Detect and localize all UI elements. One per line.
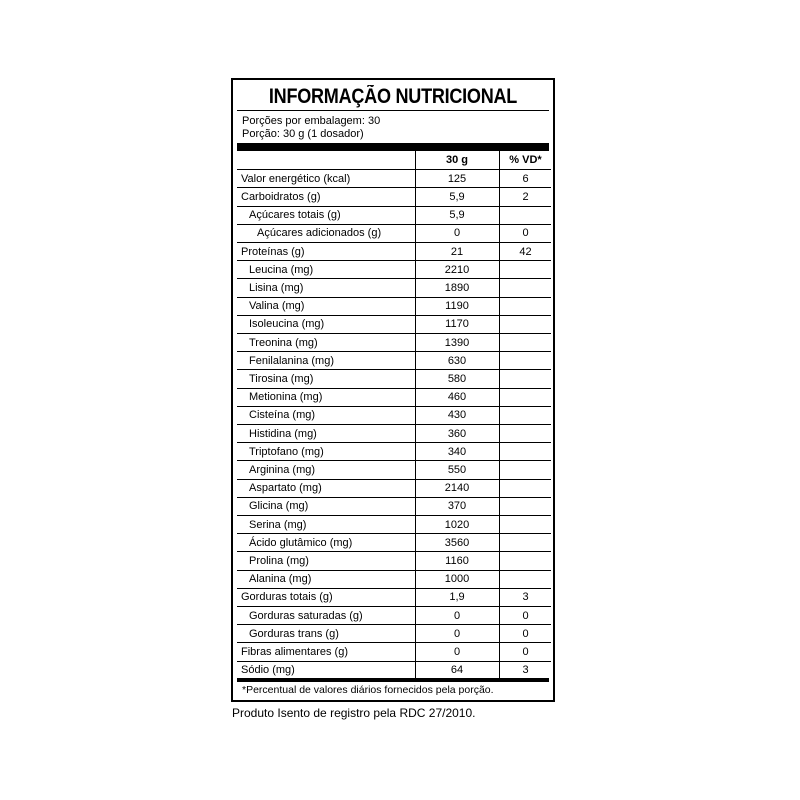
- column-header-amount: 30 g: [445, 154, 468, 166]
- nutrient-daily-value: [500, 334, 551, 352]
- nutrient-amount: 3560: [444, 536, 470, 549]
- nutrient-amount: 1020: [444, 518, 470, 531]
- nutrient-amount: 2210: [444, 263, 470, 276]
- nutrient-daily-value: 0: [522, 227, 529, 240]
- header-divider: [237, 143, 549, 151]
- nutrient-daily-value: [500, 497, 551, 515]
- nutrient-label: Triptofano (mg): [249, 445, 324, 458]
- nutrient-daily-value: [500, 552, 551, 570]
- nutrition-title: INFORMAÇÃO NUTRICIONAL: [268, 85, 518, 108]
- nutrient-amount: 550: [447, 463, 467, 476]
- footnote: *Percentual de valores diários fornecidos pela porção.: [242, 684, 494, 696]
- nutrient-amount: 1,9: [449, 591, 465, 604]
- nutrient-daily-value: [500, 570, 551, 588]
- nutrient-amount: 430: [447, 409, 467, 422]
- nutrient-daily-value: [500, 406, 551, 424]
- nutrient-daily-value: 6: [522, 172, 529, 185]
- footnote-divider: [237, 678, 549, 682]
- servings-per-package: Porções por embalagem: 30: [242, 115, 381, 127]
- nutrient-daily-value: 3: [522, 664, 529, 677]
- nutrient-label: Lisina (mg): [249, 281, 304, 294]
- nutrient-label: Leucina (mg): [249, 263, 314, 276]
- nutrient-label: Gorduras trans (g): [249, 627, 339, 640]
- nutrient-label: Histidina (mg): [249, 427, 317, 440]
- nutrient-label: Valor energético (kcal): [241, 172, 351, 185]
- nutrition-table: [237, 151, 551, 678]
- nutrient-label: Isoleucina (mg): [249, 318, 325, 331]
- nutrient-label: Proteínas (g): [241, 245, 305, 258]
- nutrient-label: Açúcares totais (g): [249, 209, 341, 222]
- nutrient-label: Valina (mg): [249, 300, 305, 313]
- nutrient-amount: 340: [447, 445, 467, 458]
- nutrient-amount: 21: [450, 245, 464, 258]
- nutrient-amount: 0: [453, 227, 461, 240]
- nutrient-daily-value: [500, 279, 551, 297]
- nutrient-amount: 0: [453, 645, 461, 658]
- nutrient-label: Glicina (mg): [249, 500, 309, 513]
- column-header-dv: % VD*: [509, 154, 542, 166]
- nutrient-label: Fibras alimentares (g): [241, 645, 348, 658]
- nutrient-daily-value: 3: [522, 591, 529, 604]
- nutrient-amount: 1390: [444, 336, 470, 349]
- nutrient-amount: 1000: [444, 573, 470, 586]
- nutrition-facts-panel: [231, 78, 555, 702]
- nutrient-amount: 630: [447, 354, 467, 367]
- nutrient-amount: 580: [447, 372, 467, 385]
- nutrient-label: Serina (mg): [249, 518, 307, 531]
- nutrient-label: Carboidratos (g): [241, 190, 321, 203]
- nutrient-amount: 460: [447, 391, 467, 404]
- nutrient-daily-value: [500, 370, 551, 388]
- registration-exemption: Produto Isento de registro pela RDC 27/2010.: [232, 706, 476, 720]
- nutrient-daily-value: [500, 443, 551, 461]
- nutrient-daily-value: [500, 297, 551, 315]
- nutrient-daily-value: [500, 516, 551, 534]
- nutrient-daily-value: [500, 206, 551, 224]
- nutrient-daily-value: [500, 352, 551, 370]
- nutrient-label: Arginina (mg): [249, 463, 316, 476]
- nutrient-label: Alanina (mg): [249, 573, 312, 586]
- nutrient-daily-value: [500, 261, 551, 279]
- serving-size: Porção: 30 g (1 dosador): [242, 128, 364, 140]
- nutrient-amount: 5,9: [449, 209, 465, 222]
- nutrient-label: Tirosina (mg): [249, 372, 314, 385]
- nutrient-amount: 360: [447, 427, 467, 440]
- nutrient-label: Treonina (mg): [249, 336, 318, 349]
- nutrient-daily-value: 2: [522, 190, 529, 203]
- nutrient-label: Gorduras saturadas (g): [249, 609, 363, 622]
- nutrient-daily-value: 0: [522, 627, 529, 640]
- nutrient-daily-value: [500, 534, 551, 552]
- nutrient-amount: 1190: [445, 300, 469, 313]
- nutrient-daily-value: [500, 425, 551, 443]
- title-divider: [237, 110, 549, 111]
- nutrient-amount: 0: [453, 609, 461, 622]
- nutrient-label: Aspartato (mg): [249, 482, 322, 495]
- nutrient-label: Prolina (mg): [249, 554, 309, 567]
- nutrient-amount: 1170: [445, 318, 469, 331]
- nutrient-daily-value: [500, 315, 551, 333]
- nutrient-amount: 370: [447, 500, 467, 513]
- nutrient-amount: 125: [447, 172, 467, 185]
- nutrient-daily-value: 0: [522, 645, 529, 658]
- nutrient-amount: 0: [453, 627, 461, 640]
- nutrient-daily-value: 0: [522, 609, 529, 622]
- nutrient-daily-value: 42: [519, 245, 532, 258]
- nutrient-amount: 1160: [445, 554, 469, 567]
- nutrient-label: Cisteína (mg): [249, 409, 316, 422]
- nutrient-label: Gorduras totais (g): [241, 591, 333, 604]
- nutrient-daily-value: [500, 479, 551, 497]
- nutrient-label: Ácido glutâmico (mg): [249, 536, 353, 549]
- nutrient-amount: 2140: [444, 482, 470, 495]
- nutrient-daily-value: [500, 388, 551, 406]
- nutrient-amount: 5,9: [449, 190, 465, 203]
- nutrient-label: Açúcares adicionados (g): [257, 227, 382, 240]
- nutrient-amount: 64: [450, 664, 464, 677]
- nutrient-label: Fenilalanina (mg): [249, 354, 334, 367]
- nutrient-daily-value: [500, 461, 551, 479]
- nutrient-label: Sódio (mg): [241, 664, 295, 677]
- nutrient-amount: 1890: [444, 281, 470, 294]
- nutrient-label: Metionina (mg): [249, 391, 323, 404]
